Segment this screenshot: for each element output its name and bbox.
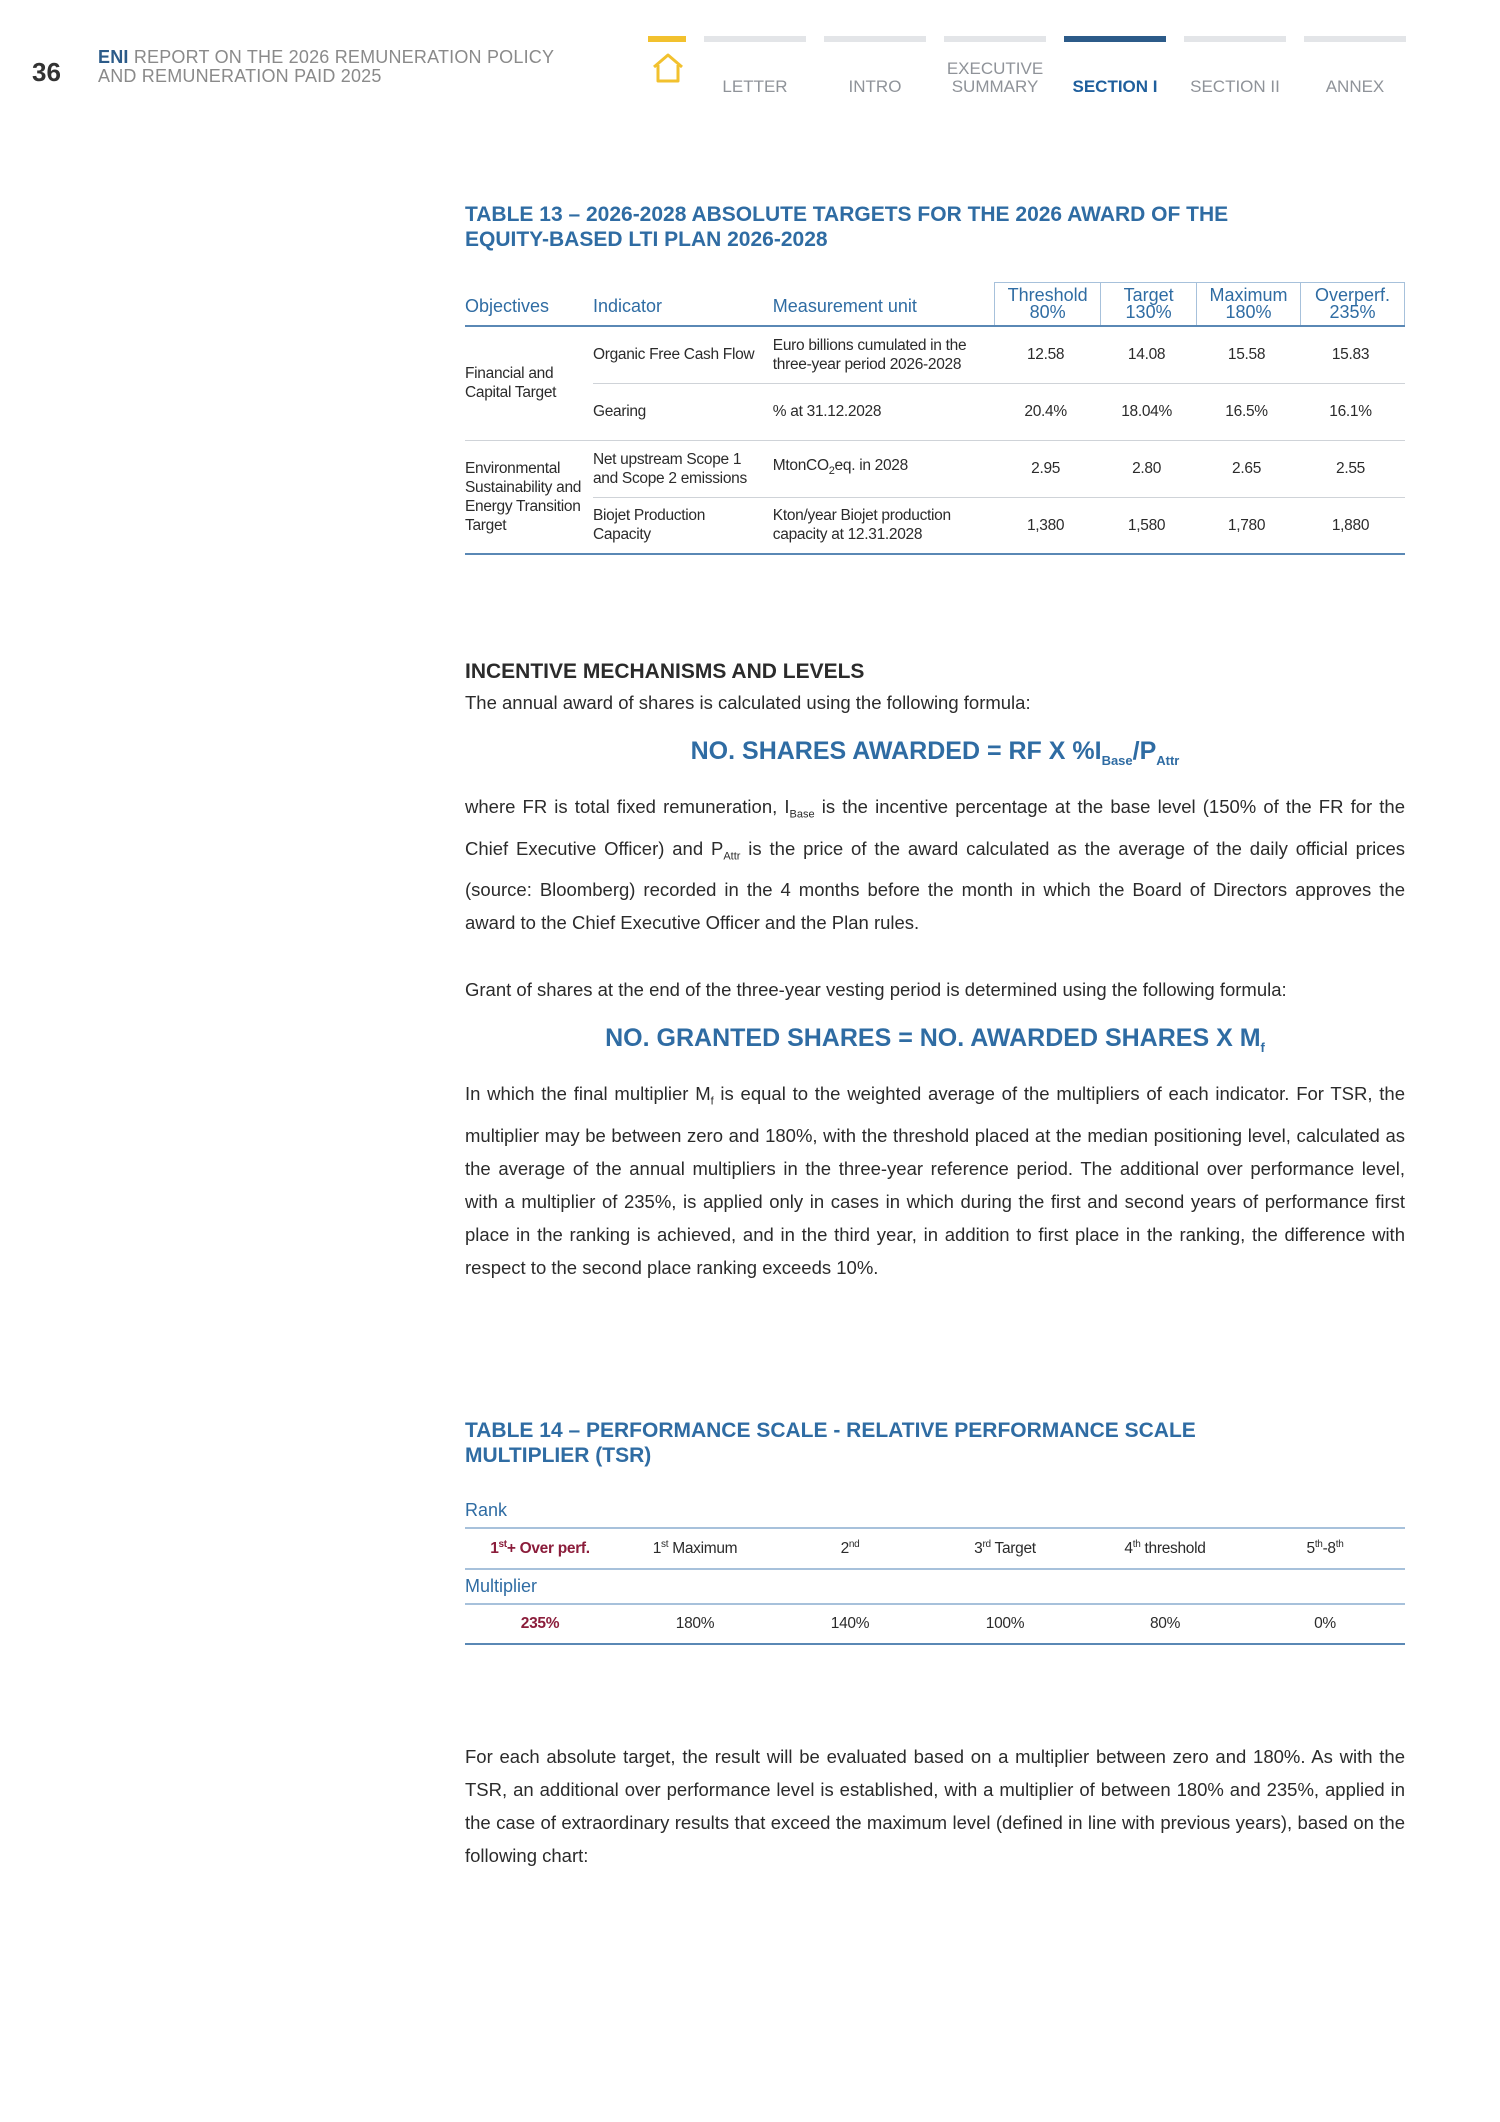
rank-cell	[1085, 1528, 1245, 1569]
table-row	[465, 497, 1405, 554]
multiplier-cell: 235%	[465, 1604, 615, 1644]
grant-intro: Grant of shares at the end of the three-year vesting period is determined using the following formula:	[465, 979, 1287, 1001]
unit-cell	[773, 326, 995, 383]
para1-c: is the price of the award calculated as the average of the daily official prices (source: Bloomberg) recorded in the 4 months before the month in which the Board of Directors approves the award to the Chief Executive Officer and the Plan rules.	[465, 837, 1406, 934]
formula2-main: NO. GRANTED SHARES = NO. AWARDED SHARES X M	[605, 1024, 1261, 1053]
closing-paragraph: For each absolute target, the result will be evaluated based on a multiplier between zero and 180%. As with the TSR, an additional over performance level is established, with a multiplier of between 180% and 235%, applied in the case of extraordinary results that exceed the maximum level (defined in line with previous years), based on the following chart:	[465, 1746, 1405, 1866]
indicator-line2: and Scope 2 emissions	[592, 469, 747, 487]
indicator-cell	[593, 497, 773, 554]
maximum-cell: 2.65	[1197, 440, 1301, 497]
header-target-label: Target	[1123, 285, 1174, 305]
objective-env-line1: Environmental	[465, 459, 561, 477]
table13	[465, 282, 1405, 555]
rank-rest: Target	[990, 1540, 1036, 1558]
nav-letter[interactable]	[704, 36, 806, 96]
table13-title	[465, 202, 1405, 252]
rank-num: 2	[840, 1540, 849, 1558]
multiplier-cell: 140%	[775, 1604, 925, 1644]
threshold-cell: 12.58	[995, 326, 1101, 383]
threshold-cell: 2.95	[995, 440, 1101, 497]
title-line-1: REPORT ON THE 2026 REMUNERATION POLICY	[133, 47, 555, 67]
formula-granted-shares	[465, 1024, 1405, 1055]
section-nav	[648, 36, 1410, 96]
rank-cell	[465, 1528, 615, 1569]
nav-exec-line1: EXECUTIVE	[946, 59, 1044, 78]
multiplier-explanation	[465, 1077, 1405, 1284]
header-threshold	[995, 283, 1101, 327]
unit-cell: % at 31.12.2028	[773, 383, 995, 440]
para3-sub: f	[710, 1096, 714, 1109]
home-icon[interactable]	[650, 50, 686, 86]
rank-row	[465, 1528, 1405, 1569]
nav-letter-label: LETTER	[722, 77, 788, 96]
rank-label: Rank	[465, 1494, 1405, 1528]
rank-sup: nd	[848, 1539, 860, 1550]
rank-rest: Maximum	[668, 1540, 738, 1558]
table14-title-line2: MULTIPLIER (TSR)	[465, 1444, 652, 1467]
table13-title-line1: TABLE 13 – 2026-2028 ABSOLUTE TARGETS FOR THE 2026 AWARD OF THE	[465, 203, 1229, 226]
nav-home[interactable]	[648, 36, 688, 96]
multiplier-cell: 100%	[925, 1604, 1085, 1644]
overperf-cell: 1,880	[1301, 497, 1405, 554]
indicator-line1: Net upstream Scope 1	[592, 450, 742, 468]
nav-intro[interactable]	[824, 36, 926, 96]
rank-sup: th	[1314, 1539, 1323, 1550]
brand-name: ENI	[98, 47, 129, 67]
threshold-cell: 20.4%	[995, 383, 1101, 440]
objective-env-line4: Target	[465, 516, 507, 534]
para1-sub-base: Base	[789, 808, 815, 821]
unit-part-b: eq. in 2028	[834, 456, 908, 474]
header-threshold-pct: 80%	[1029, 302, 1066, 322]
overperf-cell: 2.55	[1301, 440, 1405, 497]
incentive-intro: The annual award of shares is calculated using the following formula:	[465, 692, 1031, 713]
rank-cell	[775, 1528, 925, 1569]
maximum-cell: 15.58	[1197, 326, 1301, 383]
rank-rest: -8	[1322, 1540, 1336, 1558]
rank-sup: rd	[982, 1539, 991, 1550]
unit-line1: Euro billions cumulated in the	[772, 336, 967, 354]
overperf-cell: 15.83	[1301, 326, 1405, 383]
nav-exec-line2: SUMMARY	[951, 77, 1039, 96]
rank-sup: st	[498, 1539, 507, 1550]
formula-shares-awarded	[465, 737, 1405, 768]
target-cell: 14.08	[1101, 326, 1197, 383]
multiplier-cell: 180%	[615, 1604, 775, 1644]
table14-title	[465, 1418, 1405, 1468]
formula2-sub: f	[1260, 1040, 1265, 1056]
rank-sup-2: th	[1335, 1539, 1344, 1550]
target-cell: 2.80	[1101, 440, 1197, 497]
indicator-cell	[593, 440, 773, 497]
objective-financial	[465, 326, 593, 440]
nav-executive-summary-label	[944, 60, 1046, 96]
objective-env-line2: Sustainability and	[465, 478, 582, 496]
unit-cell	[773, 440, 995, 497]
nav-annex-label: ANNEX	[1325, 77, 1385, 96]
para1-b: is the incentive percentage at the base level (150% of the FR for the Chief Executive Officer) and P	[465, 796, 1406, 859]
formula1-sub-attr: Attr	[1156, 753, 1180, 768]
rank-num: 5	[1306, 1540, 1315, 1558]
multiplier-row	[465, 1604, 1405, 1644]
unit-subscript: 2	[828, 465, 835, 478]
multiplier-label: Multiplier	[465, 1569, 1405, 1604]
multiplier-cell: 0%	[1245, 1604, 1405, 1644]
target-cell: 1,580	[1101, 497, 1197, 554]
formula1-sub-base: Base	[1101, 753, 1133, 768]
nav-section-2-label: SECTION II	[1190, 77, 1280, 96]
nav-section-1-label: SECTION I	[1072, 77, 1158, 96]
threshold-cell: 1,380	[995, 497, 1101, 554]
rank-num: 3	[974, 1540, 983, 1558]
table13-block	[465, 202, 1405, 555]
objective-financial-line1: Financial and	[465, 365, 554, 383]
table14-block	[465, 1418, 1405, 1645]
unit-line2: three-year period 2026-2028	[772, 355, 962, 373]
table-row	[465, 440, 1405, 497]
rank-label-row	[465, 1494, 1405, 1528]
formula1-main: NO. SHARES AWARDED = RF X %I	[690, 737, 1102, 765]
title-line-2: AND REMUNERATION PAID 2025	[98, 66, 382, 86]
para3-b: is equal to the weighted average of the multipliers of each indicator. For TSR, the multiplier may be between zero and 180%, with the threshold placed at the median positioning level, calculated as the average of the annual multipliers in the three-year reference period. The additional over performance level, with a multiplier of 235%, is applied only in cases in which during the first and second years of performance first place in the ranking is achieved, and in the third year, in addition to first place in the ranking, the difference with respect to the second place ranking exceeds 10%.	[465, 1083, 1405, 1279]
formula1-mid: /P	[1132, 737, 1157, 765]
nav-section-1[interactable]	[1064, 36, 1166, 96]
formula1-explanation	[465, 790, 1405, 939]
header-maximum	[1197, 283, 1301, 327]
objective-financial-line2: Capital Target	[465, 384, 557, 402]
multiplier-cell: 80%	[1085, 1604, 1245, 1644]
unit-line2: capacity at 12.31.2028	[772, 526, 923, 544]
para3-a: In which the final multiplier M	[465, 1083, 711, 1105]
indicator-line1: Biojet Production	[592, 507, 706, 525]
header-overperf	[1301, 283, 1405, 327]
table13-title-line2: EQUITY-BASED LTI PLAN 2026-2028	[465, 228, 828, 251]
rank-num: 1	[490, 1540, 499, 1558]
rank-cell	[615, 1528, 775, 1569]
unit-cell	[773, 497, 995, 554]
header-target	[1101, 283, 1197, 327]
header-maximum-label: Maximum	[1209, 285, 1288, 305]
header-target-pct: 130%	[1125, 302, 1172, 322]
para1-sub-attr: Attr	[723, 850, 741, 863]
target-cell: 18.04%	[1101, 383, 1197, 440]
para1-a: where FR is total fixed remuneration, I	[465, 796, 790, 817]
header-threshold-label: Threshold	[1007, 285, 1088, 305]
rank-num: 1	[652, 1540, 662, 1558]
table13-header-row	[465, 283, 1405, 327]
overperf-cell: 16.1%	[1301, 383, 1405, 440]
rank-rest: + Over perf.	[506, 1540, 590, 1558]
document-title	[98, 48, 554, 86]
incentive-section	[465, 660, 1405, 1284]
header-overperf-label: Overperf.	[1314, 285, 1391, 305]
rank-sup: th	[1132, 1539, 1141, 1550]
rank-rest: threshold	[1140, 1540, 1206, 1558]
multiplier-label-row	[465, 1569, 1405, 1604]
table-row	[465, 383, 1405, 440]
header-indicator: Indicator	[593, 283, 773, 327]
header-unit: Measurement unit	[773, 283, 995, 327]
page-number: 36	[32, 57, 61, 87]
rank-cell	[925, 1528, 1085, 1569]
objective-env-line3: Energy Transition	[465, 497, 581, 515]
maximum-cell: 1,780	[1197, 497, 1301, 554]
rank-num: 4	[1124, 1540, 1133, 1558]
header-overperf-pct: 235%	[1329, 302, 1376, 322]
maximum-cell: 16.5%	[1197, 383, 1301, 440]
closing-block	[465, 1740, 1405, 1872]
unit-line1: Kton/year Biojet production	[772, 507, 951, 525]
nav-intro-label: INTRO	[848, 77, 902, 96]
table-row	[465, 326, 1405, 383]
table14	[465, 1494, 1405, 1645]
indicator-line2: Capacity	[592, 526, 651, 544]
nav-executive-summary[interactable]	[944, 36, 1046, 96]
header-maximum-pct: 180%	[1225, 302, 1272, 322]
unit-part-a: MtonCO	[772, 456, 829, 474]
nav-section-2[interactable]	[1184, 36, 1286, 96]
rank-sup: st	[661, 1539, 669, 1550]
indicator-cell: Organic Free Cash Flow	[593, 326, 773, 383]
rank-cell	[1245, 1528, 1405, 1569]
objective-environmental	[465, 440, 593, 554]
table14-title-line1: TABLE 14 – PERFORMANCE SCALE - RELATIVE PERFORMANCE SCALE	[465, 1419, 1196, 1442]
indicator-cell: Gearing	[593, 383, 773, 440]
incentive-heading: INCENTIVE MECHANISMS AND LEVELS	[465, 660, 865, 683]
nav-annex[interactable]	[1304, 36, 1406, 96]
header-objectives: Objectives	[465, 283, 593, 327]
